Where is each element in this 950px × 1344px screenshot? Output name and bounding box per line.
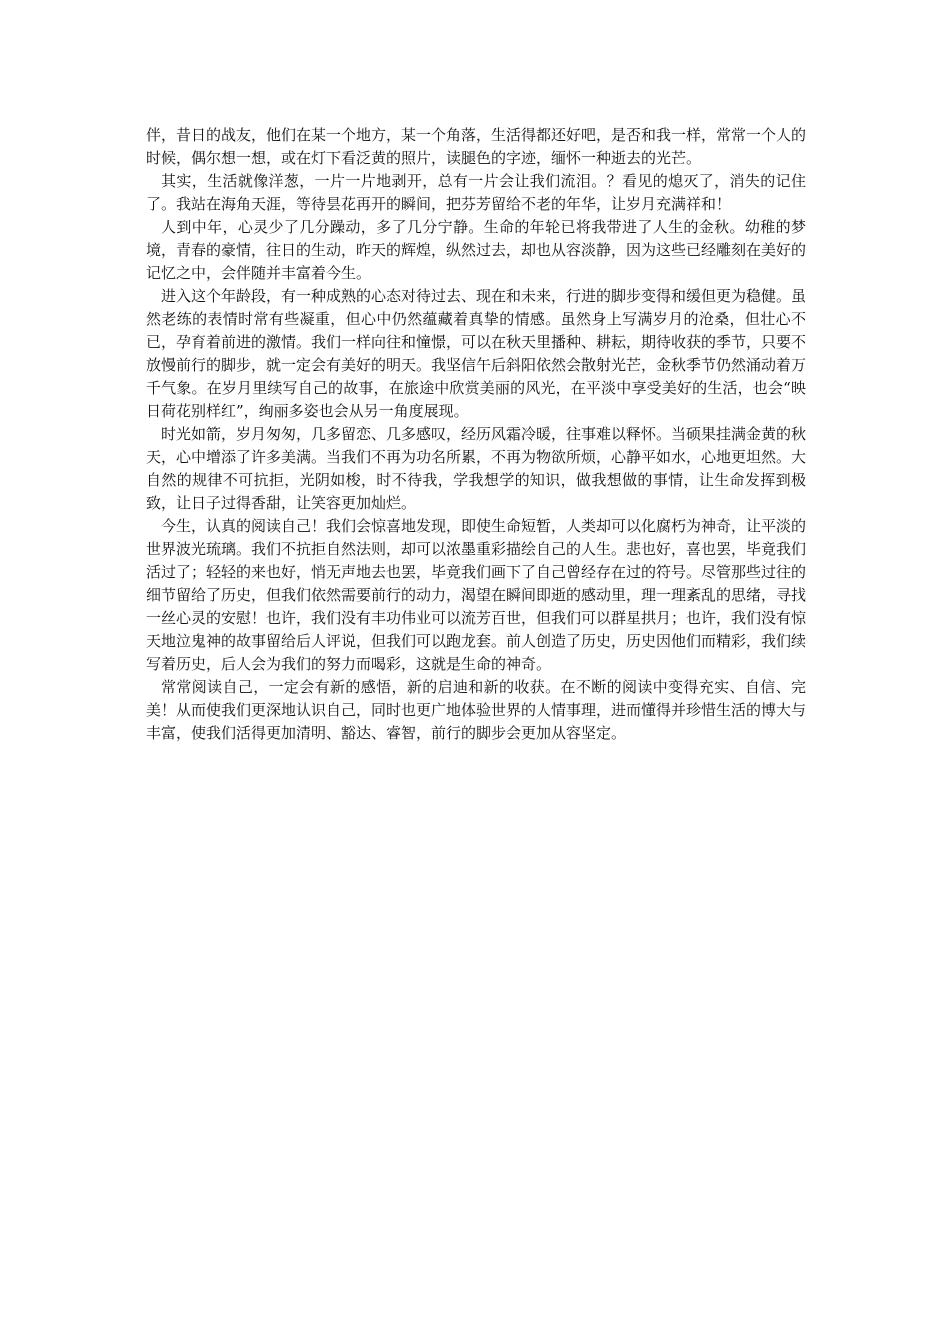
paragraph-time-flies: 时光如箭，岁月匆匆，几多留恋、几多感叹，经历风霜冷暖，往事难以释怀。当硕果挂满金黄的秋天，心中增添了许多美满。当我们不再为功名所累，不再为物欲所烦，心静平如水，心地更坦然。大自然的规律不可抗拒，光阴如梭，时不待我，学我想学的知识，做我想做的事情，让生命发挥到极致，让日子过得香甜，让笑容更加灿烂。: [146, 425, 807, 512]
document-body: [146, 124, 806, 745]
paragraph-continued: 伴，昔日的战友，他们在某一个地方，某一个角落，生活得都还好吧，是否和我一样，常常一个人的时候，偶尔想一想，或在灯下看泛黄的照片，读腿色的字迹，缅怀一种逝去的光芒。: [146, 126, 807, 167]
paragraph-middle-age: 人到中年，心灵少了几分躁动，多了几分宁静。生命的年轮已将我带进了人生的金秋。幼稚的梦境，青春的豪情，往日的生动，昨天的辉煌，纵然过去，却也从容淡静，因为这些已经雕刻在美好的记忆之中，会伴随并丰富着今生。: [146, 218, 807, 282]
paragraph-read-yourself: 今生，认真的阅读自己！我们会惊喜地发现，即使生命短暂，人类却可以化腐朽为神奇，让平淡的世界波光琉璃。我们不抗拒自然法则，却可以浓墨重彩描绘自己的人生。悲也好，喜也罢，毕竟我们活过了；轻轻的来也好，悄无声地去也罢，毕竟我们画下了自己曾经存在过的符号。尽管那些过往的细节留给了历史，但我们依然需要前行的动力，渴望在瞬间即逝的感动里，理一理紊乱的思绪，寻找一丝心灵的安慰！也许，我们没有丰功伟业可以流芳百世，但我们可以群星拱月；也许，我们没有惊天地泣鬼神的故事留给后人评说，但我们可以跑龙套。前人创造了历史，历史因他们而精彩，我们续写着历史，后人会为我们的努力而喝彩，这就是生命的神奇。: [146, 517, 807, 673]
paragraph-onion: 其实，生活就像洋葱，一片一片地剥开，总有一片会让我们流泪。？看见的熄灭了，消失的记住了。我站在海角天涯，等待昙花再开的瞬间，把芬芳留给不老的年华，让岁月充满祥和！: [146, 172, 806, 213]
paragraph-mature-mindset: 进入这个年龄段，有一种成熟的心态对待过去、现在和未来，行进的脚步变得和缓但更为稳健。虽然老练的表情时常有些凝重，但心中仍然蕴藏着真挚的情感。虽然身上写满岁月的沧桑，但壮心不已，孕育着前进的激情。我们一样向往和憧憬，可以在秋天里播种、耕耘，期待收获的季节，只要不放慢前行的脚步，就一定会有美好的明天。我坚信午后斜阳依然会散射光芒，金秋季节仍然涌动着万千气象。在岁月里续写自己的故事，在旅途中欣赏美丽的风光，在平淡中享受美好的生活，也会“映日荷花别样红”，绚丽多姿也会从另一角度展现。: [146, 287, 807, 420]
paragraph-conclusion: 常常阅读自己，一定会有新的感悟，新的启迪和新的收获。在不断的阅读中变得充实、自信、完美！从而使我们更深地认识自己，同时也更广地体验世界的人情事理，进而懂得并珍惜生活的博大与丰富，使我们活得更加清明、豁达、睿智，前行的脚步会更加从容坚定。: [146, 678, 807, 742]
